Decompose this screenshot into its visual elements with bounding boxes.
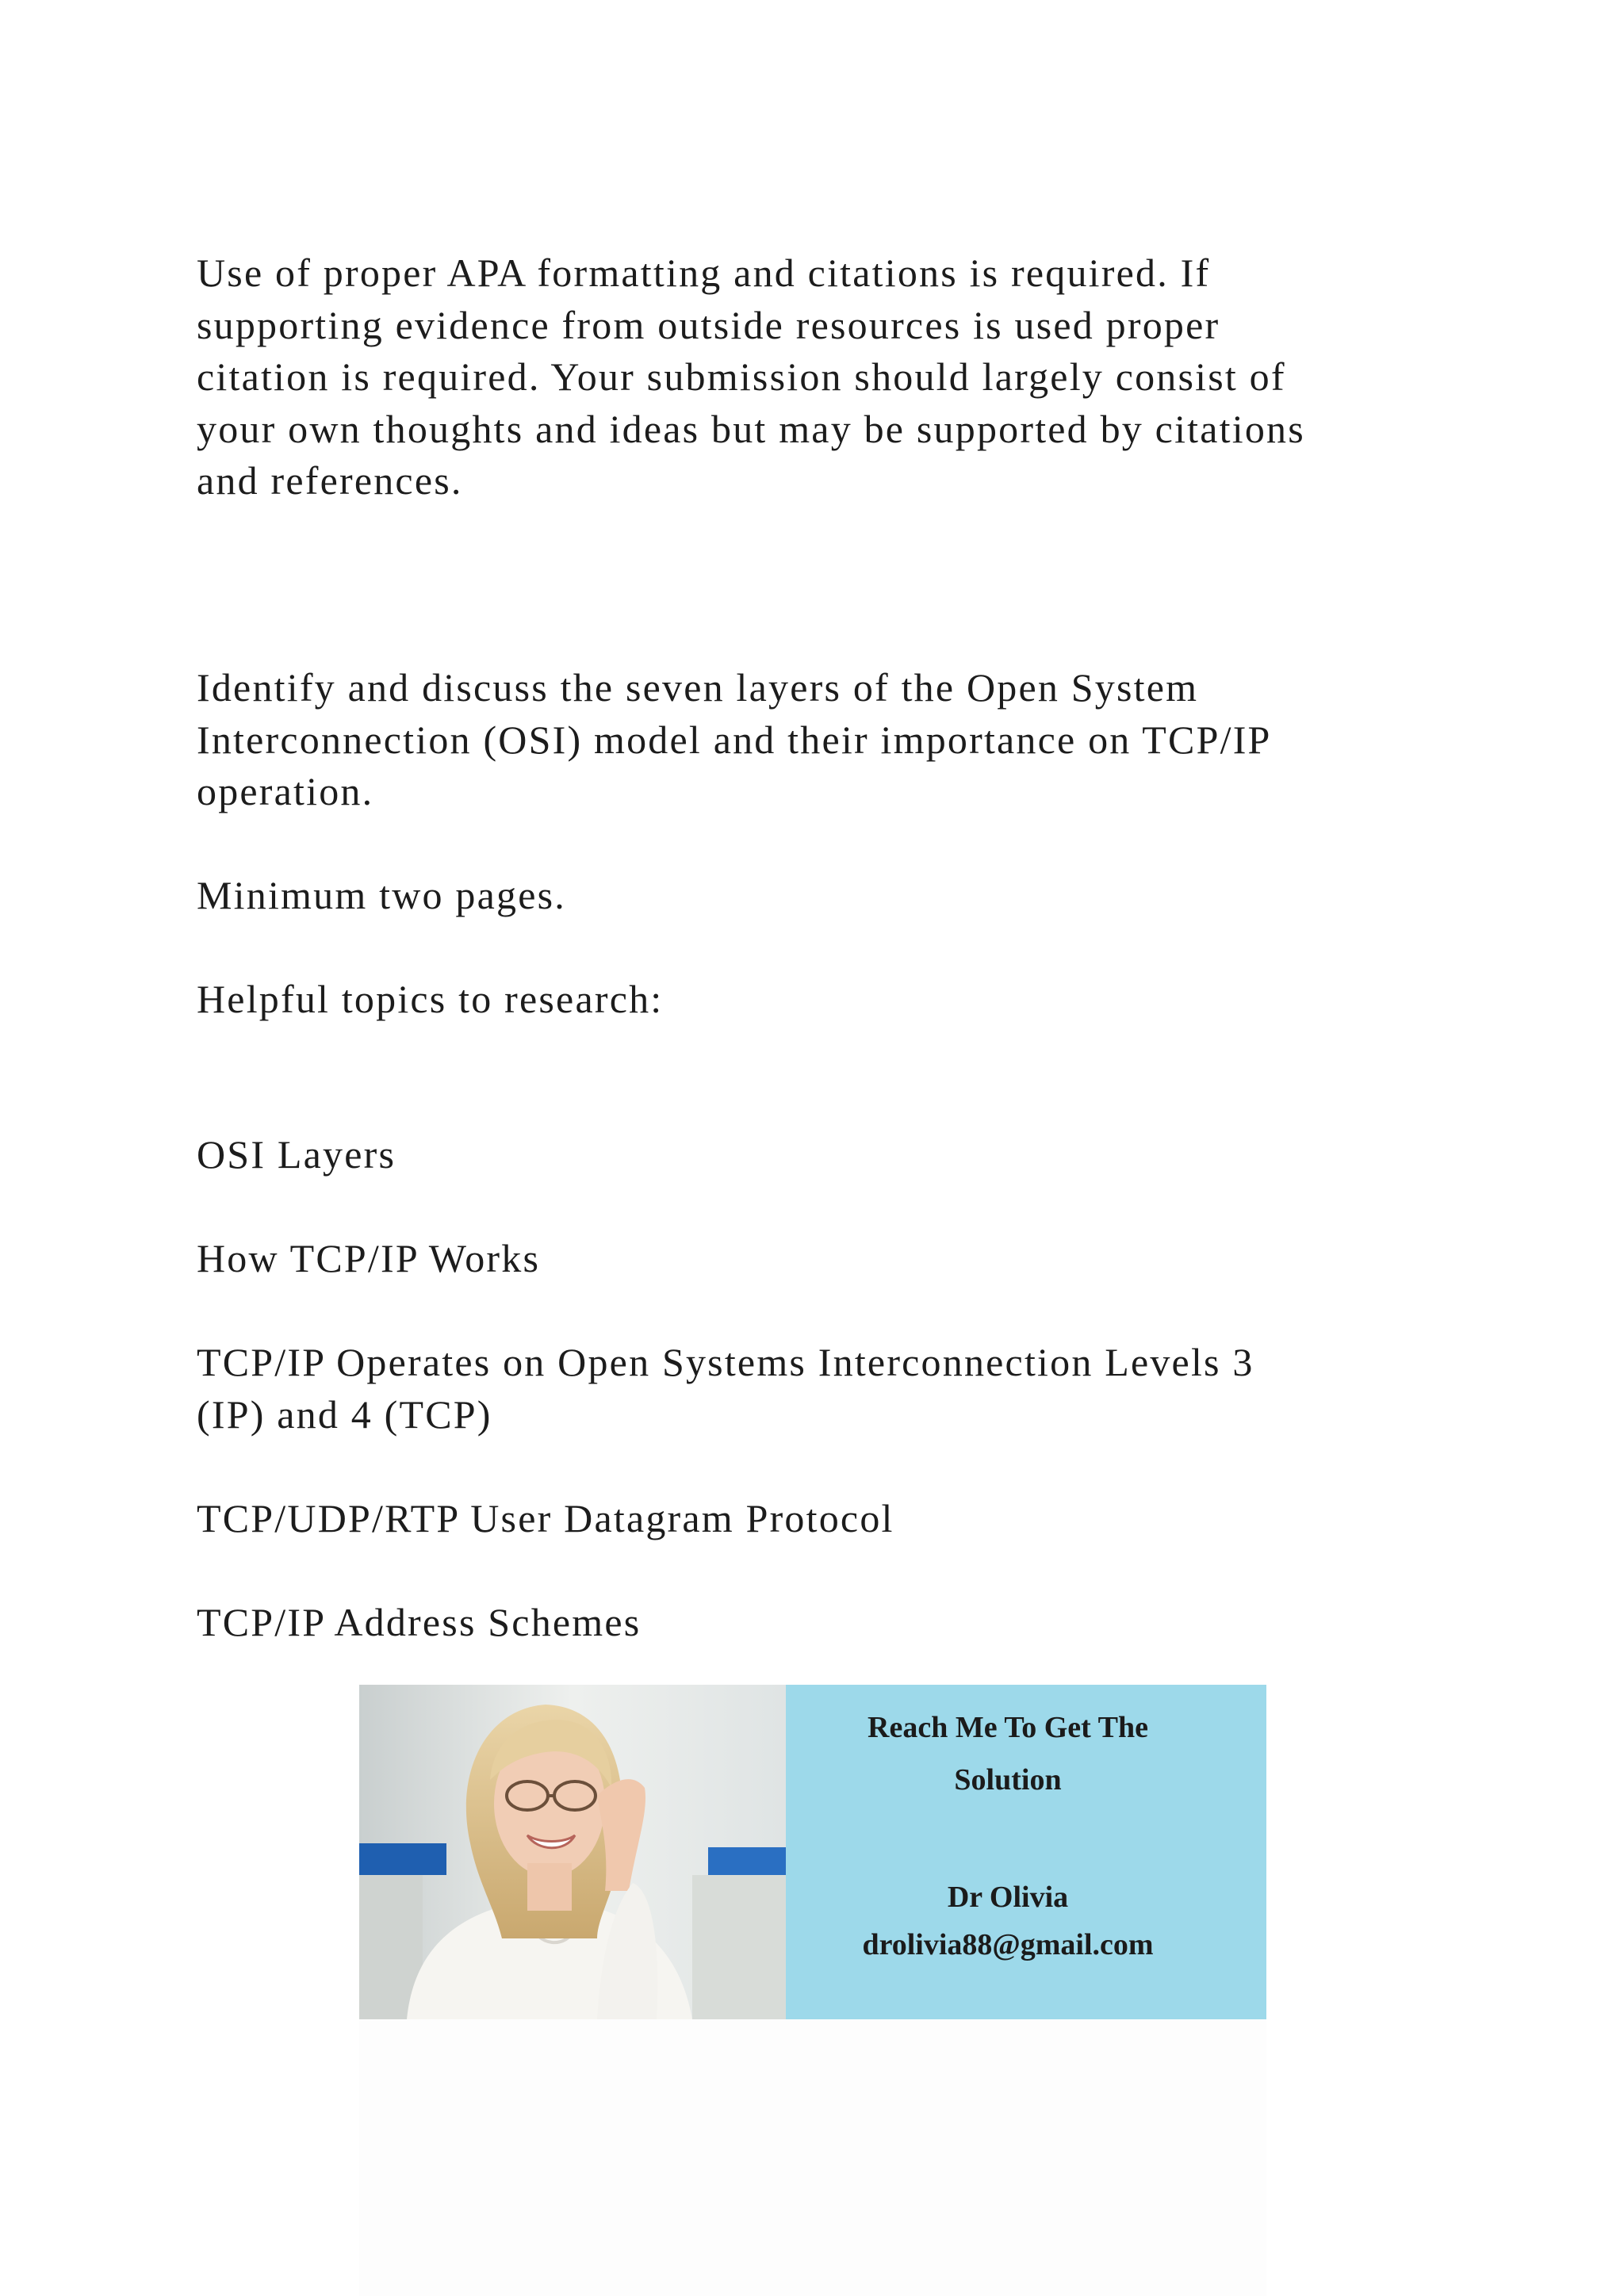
topic-item: TCP/IP Operates on Open Systems Interconnection Levels 3 (IP) and 4 (TCP) (197, 1340, 1254, 1437)
contact-info-panel (786, 1685, 1266, 2019)
contact-ad-banner (359, 1685, 1266, 2019)
contact-email[interactable]: drolivia88@gmail.com (862, 1928, 1154, 1961)
ad-heading-line2: Solution (954, 1763, 1062, 1797)
helpful-topics-heading: Helpful topics to research: (197, 977, 664, 1021)
topic-item: TCP/IP Address Schemes (197, 1600, 642, 1644)
ad-heading-line1: Reach Me To Get The (868, 1711, 1148, 1744)
woman-photo (359, 1685, 786, 2019)
topic-item: OSI Layers (197, 1132, 396, 1177)
contact-name: Dr Olivia (947, 1881, 1069, 1914)
length-requirement-text: Minimum two pages. (197, 873, 566, 917)
apa-requirement-paragraph: Use of proper APA formatting and citations is required. If supporting evidence from outside resources is used proper citation is required. Your submission should largely consist of your own thoughts and ideas but may be supported by citations and references. (197, 251, 1305, 503)
blank-image-area (359, 2019, 1266, 2296)
topic-item: TCP/UDP/RTP User Datagram Protocol (197, 1496, 894, 1540)
assignment-prompt-paragraph: Identify and discuss the seven layers of the Open System Interconnection (OSI) model and their importance on TCP/IP operation. (197, 665, 1272, 813)
topic-item: How TCP/IP Works (197, 1236, 541, 1280)
